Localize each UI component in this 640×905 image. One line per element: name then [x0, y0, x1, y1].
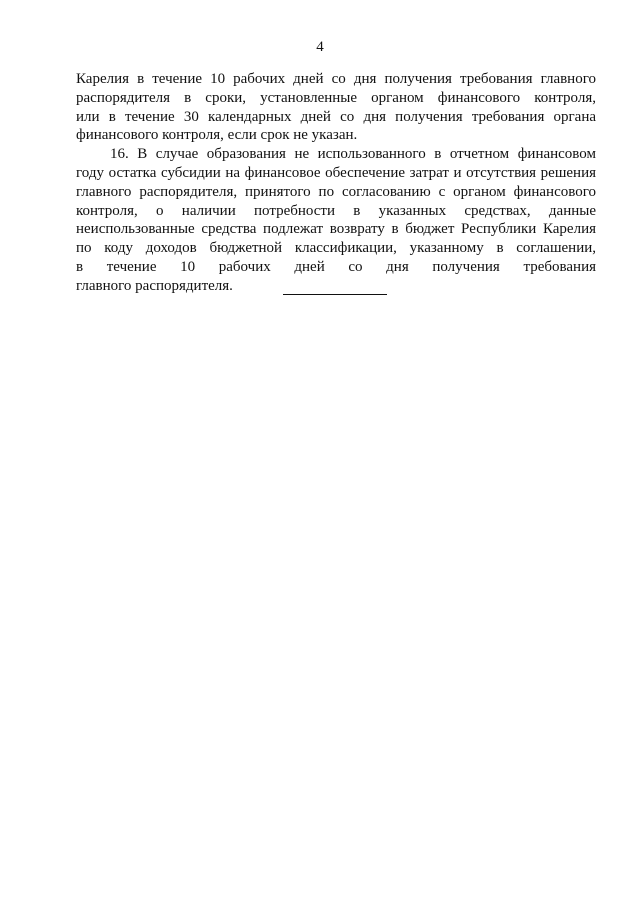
text-line: контроля, о наличии потребности в указанных средствах, данные — [76, 202, 596, 219]
text-line: Карелия в течение 10 рабочих дней со дня получения требования главного — [76, 71, 596, 87]
text-line: 16. В случае образования не использованного в отчетном финансовом — [110, 146, 596, 163]
paragraph-continued — [76, 70, 596, 145]
text-line: году остатка субсидии на финансовое обеспечение затрат и отсутствия решения — [76, 164, 596, 181]
text-line: распорядителя в сроки, установленные органом финансового контроля, — [76, 89, 596, 106]
text-line: главного распорядителя. — [76, 277, 233, 294]
end-of-document-rule — [283, 294, 387, 295]
text-line: финансового контроля, если срок не указан. — [76, 127, 358, 144]
document-body — [76, 70, 596, 296]
text-line: неиспользованные средства подлежат возврату в бюджет Республики Карелия — [76, 221, 596, 238]
text-line: в течение 10 рабочих дней со дня получения требования — [76, 258, 596, 275]
text-line: или в течение 30 календарных дней со дня получения требования органа — [76, 108, 596, 125]
page-number: 4 — [316, 39, 324, 55]
text-line: по коду доходов бюджетной классификации, указанному в соглашении, — [76, 240, 596, 257]
paragraph-16 — [76, 145, 596, 295]
text-line: главного распорядителя, принятого по согласованию с органом финансового — [76, 183, 596, 200]
